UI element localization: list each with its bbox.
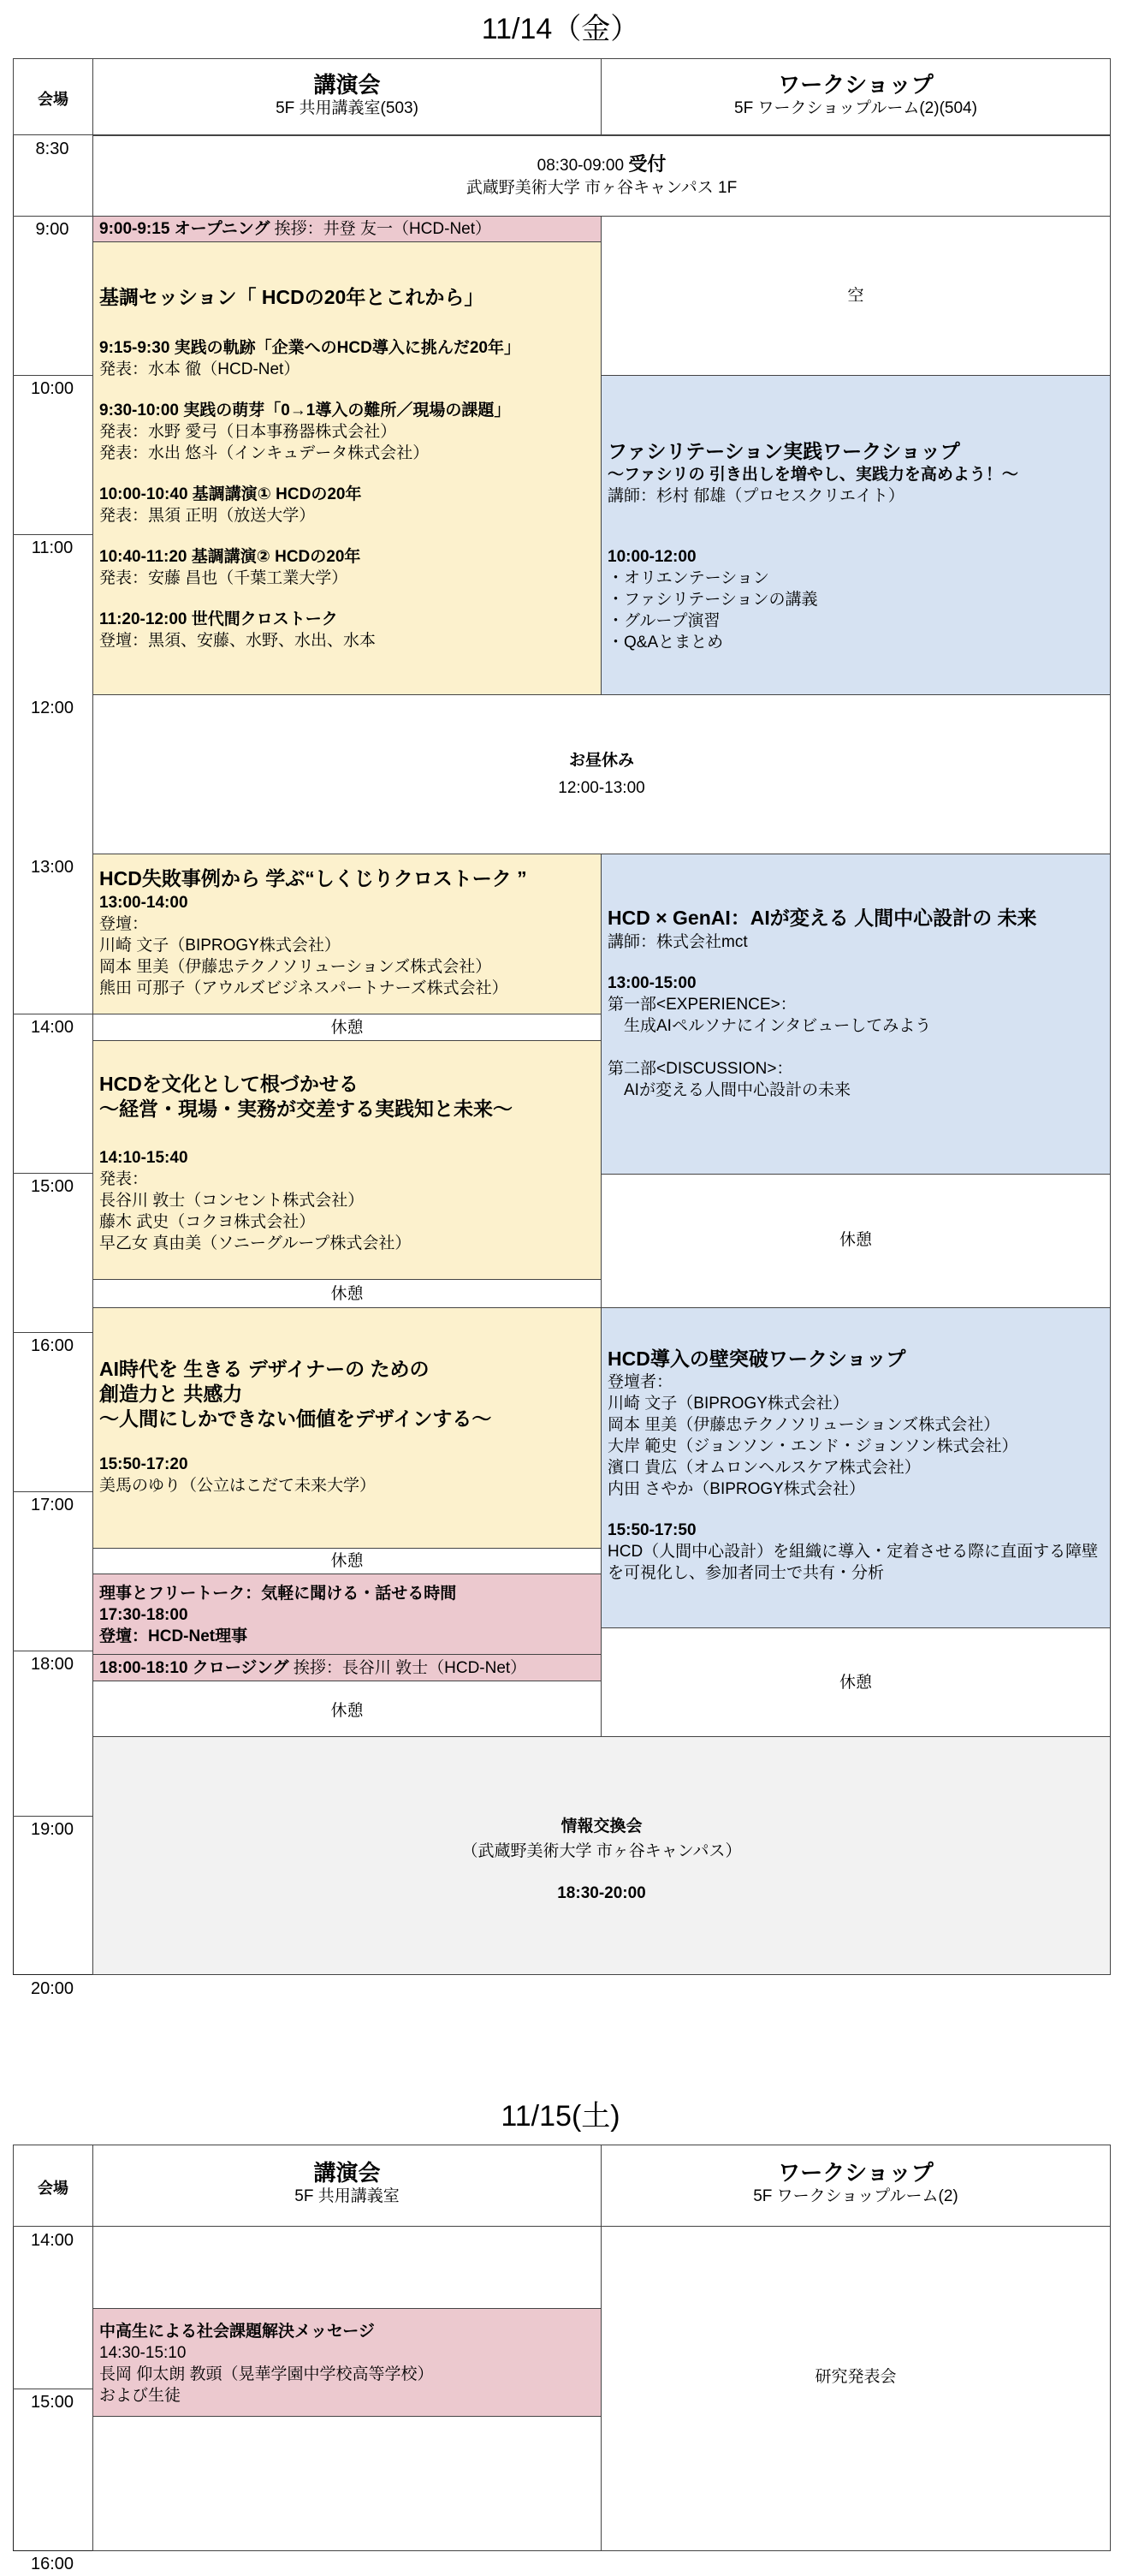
day1-break-1400 [92, 1014, 602, 1041]
day1-time-1700: 17:00 [30, 1496, 74, 1514]
day2-title: 11/15(土) [501, 2100, 620, 2133]
day1-time-1000: 10:00 [30, 379, 74, 398]
day1-header-workshop [601, 58, 1111, 135]
ai-era-title: AI時代を 生きる デザイナーの ための 創造力と 共感力 〜人間にしかできない価値をデザインする〜 [99, 1358, 492, 1430]
day1-time-1600: 16:00 [30, 1336, 74, 1355]
facil-items: ・オリエンテーション ・ファシリテーションの講義 ・グループ演習 ・Q&Aとまとめ [608, 569, 818, 651]
day1-lecture-room: 5F 共用講義室(503) [276, 99, 418, 117]
genai-text: 第一部<EXPERIENCE>： 生成AIペルソナにインタビューしてみよう 第二部<DISCUSSION>： AIが変える人間中心設計の未来 [608, 996, 932, 1099]
day1-time-1200: 12:00 [30, 699, 74, 717]
day2-student-message [92, 2308, 602, 2417]
day1-closing [92, 1654, 602, 1681]
exchange-place: （武蔵野美術大学 市ヶ谷キャンパス） [461, 1842, 742, 1860]
day2-venue-label: 会場 [38, 2180, 68, 2197]
day1-facilitation-workshop [601, 375, 1111, 695]
keynote-s2-text: 発表：水野 愛弓（日本事務器株式会社） 発表：水出 悠斗（インキュデータ株式会社） [99, 423, 430, 462]
talk-text: 登壇：HCD-Net理事 [99, 1627, 248, 1645]
research-label: 研究発表会 [815, 2368, 897, 2386]
exchange-time: 18:30-20:00 [557, 1884, 646, 1902]
day2-time-1500: 15:00 [30, 2393, 74, 2412]
failure-title: HCD失敗事例から 学ぶ“しくじりクロストーク ” [99, 867, 527, 889]
failure-text: 登壇： 川崎 文子（BIPROGY株式会社） 岡本 里美（伊藤忠テクノソリューションズ株式会社） 熊田 可那子（アウルズビジネスパートナーズ株式会社） [99, 915, 508, 997]
day2-lecture-empty-top [92, 2226, 602, 2309]
culture-text: 発表： 長谷川 敦士（コンセント株式会社） 藤木 武史（コクヨ株式会社） 早乙女 真由美（ソニーグループ株式会社） [99, 1170, 412, 1252]
day1-workshop-room: 5F ワークショップルーム(2)(504) [734, 99, 977, 117]
keynote-s5-title: 11:20-12:00 世代間クロストーク [99, 610, 338, 628]
day1-workshop-break-1500 [601, 1174, 1111, 1308]
keynote-s2-title: 9:30-10:00 実践の萌芽「0→1導入の難所／現場の課題」 [99, 402, 511, 419]
day2-research-presentation [601, 2226, 1111, 2551]
ai-era-text: 美馬のゆり（公立はこだて未来大学） [99, 1477, 377, 1495]
reception-place: 武蔵野美術大学 市ヶ谷キャンパス 1F [466, 179, 738, 197]
day2-time-1400: 14:00 [30, 2231, 74, 2250]
day1-time-0830: 8:30 [35, 140, 69, 158]
culture-title: HCDを文化として根づかせる 〜経営・現場・実務が交差する実践知と未来〜 [99, 1073, 513, 1120]
day2-header-lecture [92, 2145, 602, 2227]
day2-workshop-room: 5F ワークショップルーム(2) [753, 2187, 958, 2205]
student-title: 中高生による社会課題解決メッセージ [99, 2323, 375, 2341]
day1-reception [92, 135, 1111, 217]
wall-time: 15:50-17:50 [608, 1521, 697, 1539]
day1-culture-session [92, 1040, 602, 1280]
day1-time-1300: 13:00 [30, 858, 74, 877]
day1-venue-label: 会場 [38, 91, 68, 108]
day1-time-1100: 11:00 [31, 538, 74, 557]
day1-genai-workshop [601, 854, 1111, 1175]
day1-ai-era-session [92, 1307, 602, 1549]
day1-workshop-title: ワークショップ [778, 72, 934, 98]
day2-time-1600: 16:00 [30, 2555, 74, 2573]
day1-lunch [92, 694, 1111, 854]
day2-lecture-room: 5F 共用講義室 [294, 2187, 400, 2205]
day1-header-lecture [92, 58, 602, 135]
break-label-2: 休憩 [330, 1285, 364, 1303]
break-label-3: 休憩 [330, 1552, 364, 1570]
exchange-title: 情報交換会 [560, 1817, 643, 1835]
opening-title: 9:00-9:15 オープニング [99, 220, 270, 238]
day1-time-0900: 9:00 [35, 220, 69, 239]
lunch-time: 12:00-13:00 [558, 779, 645, 797]
keynote-s1-title: 9:15-9:30 実践の軌跡「企業へのHCD導入に挑んだ20年」 [99, 339, 520, 357]
day1-time-1400: 14:00 [30, 1018, 74, 1037]
facil-time: 10:00-12:00 [608, 548, 697, 566]
reception-title: 受付 [628, 153, 667, 175]
day2-header-venue [13, 2145, 93, 2227]
break-label-4: 休憩 [330, 1702, 364, 1720]
empty-label: 空 [847, 287, 864, 305]
day1-break-1720 [92, 1548, 602, 1574]
keynote-s5-text: 登壇：黒須、安藤、水野、水出、水本 [99, 632, 377, 650]
day1-break-1810 [92, 1681, 602, 1737]
day1-workshop-break-1750 [601, 1627, 1111, 1737]
keynote-s4-title: 10:40-11:20 基調講演② HCDの20年 [99, 548, 361, 566]
culture-time: 14:10-15:40 [99, 1149, 188, 1167]
ws-break-label-2: 休憩 [839, 1674, 872, 1692]
day1-lecture-title: 講演会 [313, 72, 381, 98]
day1-title: 11/14（金） [481, 13, 640, 45]
keynote-s3-title: 10:00-10:40 基調講演① HCDの20年 [99, 485, 362, 503]
day1-time-2000: 20:00 [30, 1979, 74, 1998]
day1-time-1500: 15:00 [30, 1177, 74, 1196]
day1-opening [92, 216, 602, 242]
ws-break-label: 休憩 [839, 1231, 872, 1249]
reception-time: 08:30-09:00 [537, 157, 629, 175]
day1-workshop-empty [601, 216, 1111, 376]
genai-lecturer: 講師：株式会社mct [608, 933, 748, 951]
student-text: 14:30-15:10 長岡 仰太朗 教頭（晃華学園中学校高等学校） および生徒 [99, 2344, 434, 2405]
ai-era-time: 15:50-17:20 [99, 1455, 188, 1473]
lunch-title: お昼休み [568, 752, 634, 770]
day1-wall-workshop [601, 1307, 1111, 1628]
day1-time-1800: 18:00 [30, 1655, 74, 1674]
keynote-s3-text: 発表：黒須 正明（放送大学） [99, 507, 316, 525]
facil-title: ファシリテーション実践ワークショップ [608, 440, 960, 462]
day1-keynote-session [92, 241, 602, 695]
day1-time-1900: 19:00 [30, 1820, 74, 1839]
keynote-s1-text: 発表：水本 徹（HCD-Net） [99, 360, 300, 378]
keynote-title: 基調セッション「 HCDの20年とこれから」 [99, 286, 484, 308]
day1-failure-crosstalk [92, 854, 602, 1014]
wall-desc: HCD（人間中心設計）を組織に導入・定着させる際に直面する障壁を可視化し、参加者同士で共有・分析 [608, 1543, 1099, 1582]
day2-lecture-empty-bottom [92, 2416, 602, 2551]
facil-subtitle: 〜ファシリの 引き出しを増やし、実践力を高めよう！〜 [608, 466, 1018, 484]
day2-header-workshop [601, 2145, 1111, 2227]
day1-information-exchange [92, 1736, 1111, 1975]
day2-workshop-title: ワークショップ [778, 2160, 934, 2186]
closing-title: 18:00-18:10 クロージング [99, 1659, 289, 1677]
talk-time: 17:30-18:00 [99, 1606, 188, 1624]
closing-text: 挨拶：長谷川 敦士（HCD-Net） [288, 1659, 527, 1677]
wall-title: HCD導入の壁突破ワークショップ [608, 1347, 906, 1370]
day1-free-talk [92, 1574, 602, 1655]
keynote-s4-text: 発表：安藤 昌也（千葉工業大学） [99, 569, 348, 587]
day2-lecture-title: 講演会 [313, 2160, 381, 2186]
facil-lecturer: 講師：杉村 郁雄（プロセスクリエイト） [608, 487, 905, 505]
day1-break-1540 [92, 1279, 602, 1308]
genai-time: 13:00-15:00 [608, 974, 697, 992]
wall-text: 登壇者： 川崎 文子（BIPROGY株式会社） 岡本 里美（伊藤忠テクノソリューションズ株式会社） 大岸 範史（ジョンソン・エンド・ジョンソン株式会社） 濱口 貴広（オムロンヘルスケア株式会社） 内田 さやか（BIPROGY株式会社） [608, 1373, 1018, 1498]
break-label: 休憩 [330, 1019, 364, 1037]
day1-header-venue [13, 58, 93, 135]
failure-time: 13:00-14:00 [99, 894, 188, 912]
opening-text: 挨拶：井登 友一（HCD-Net） [270, 220, 492, 238]
talk-title: 理事とフリートーク：気軽に聞ける・話せる時間 [99, 1585, 457, 1603]
genai-title: HCD × GenAI：AIが変える 人間中心設計の 未来 [608, 907, 1037, 929]
